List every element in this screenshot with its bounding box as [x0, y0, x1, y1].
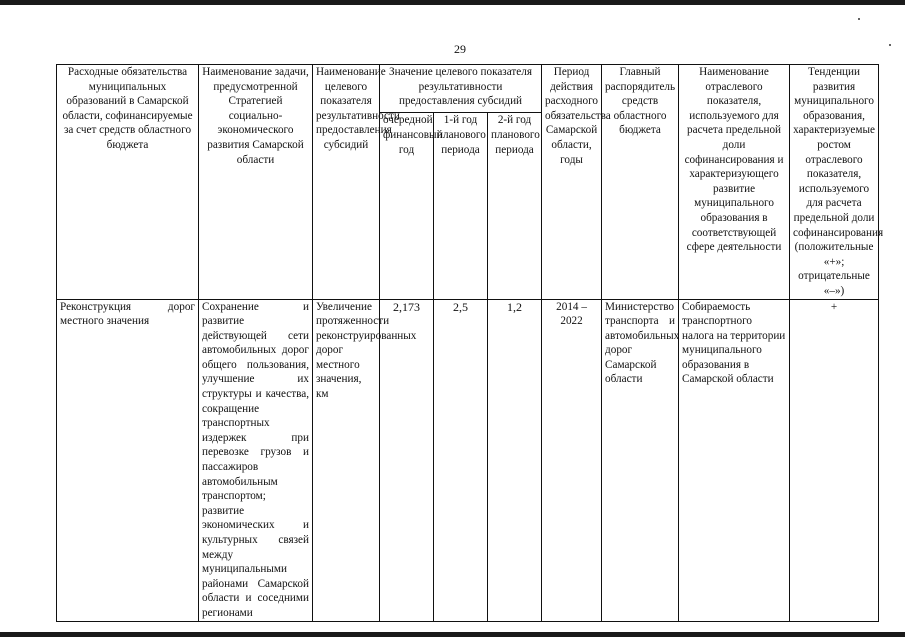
cell-current-year-value: 2,173: [380, 299, 434, 621]
header-obligations: Расходные обязательства муниципальных образований в Самарской области, софинансируемые за счет средств областного бюджета: [57, 65, 199, 300]
header-current-year: очередной финансовый год: [380, 113, 434, 299]
cell-first-plan-year-value: 2,5: [434, 299, 488, 621]
cell-indicator: Увеличение протяженности реконструированных дорог местного значения, км: [313, 299, 380, 621]
page-number: 29: [454, 42, 466, 56]
scan-speck: [858, 18, 860, 20]
top-scan-border: [0, 0, 905, 5]
subsidy-table: [56, 64, 884, 622]
header-task: Наименование задачи, предусмотренной Стратегией социально-экономического развития Самарской области: [199, 65, 313, 300]
header-manager: Главный распорядитель средств областного бюджета: [602, 65, 679, 300]
header-indicator-name: Наименование целевого показателя результативности предоставления субсидий: [313, 65, 380, 300]
cell-second-plan-year-value: 1,2: [488, 299, 542, 621]
cell-task: Сохранение и развитие действующей сети автомобильных дорог общего пользования, улучшение их структуры и качества, сокращение транспортных издержек при перевозке грузов и пассажиров автомобильным транспортом; развитие экономических и культурных связей между муниципальными районами Самарской области и соседними регионами: [199, 299, 313, 621]
header-row: [57, 65, 879, 113]
cell-trend: +: [790, 299, 879, 621]
table-row: [57, 299, 879, 621]
header-period: Период действия расходного обязательства Самарской области, годы: [542, 65, 602, 300]
bottom-scan-border: [0, 632, 905, 637]
header-target-value-group: Значение целевого показателя результативности предоставления субсидий: [380, 65, 542, 113]
header-trends: Тенденции развития муниципального образования, характеризуемые ростом отраслевого показателя, используемого для расчета предельной доли софинансирования (положительные «+»; отрицательные «–»): [790, 65, 879, 300]
header-second-plan-year: 2-й год планового периода: [488, 113, 542, 299]
header-first-plan-year: 1-й год планового периода: [434, 113, 488, 299]
cell-sector-indicator: Собираемость транспортного налога на территории муниципального образования в Самарской области: [679, 299, 790, 621]
scan-speck: [889, 44, 891, 46]
header-sector-indicator: Наименование отраслевого показателя, используемого для расчета предельной доли софинансирования и характеризующего развитие муниципального образования в соответствующей сфере деятельности: [679, 65, 790, 300]
cell-period: 2014 – 2022: [542, 299, 602, 621]
cell-manager: Министерство транспорта и автомобильных дорог Самарской области: [602, 299, 679, 621]
cell-obligation: Реконструкция дорог местного значения: [57, 299, 199, 621]
